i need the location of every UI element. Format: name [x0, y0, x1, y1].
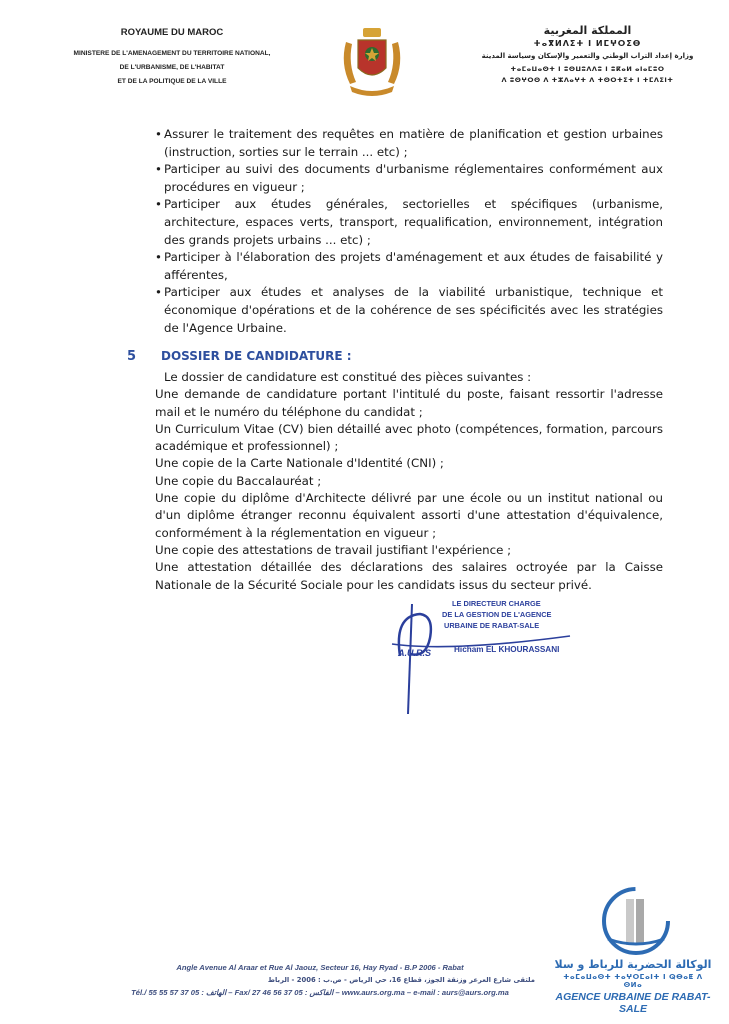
header-right [480, 24, 695, 86]
kingdom-title-ar: المملكة المغربية [543, 24, 632, 37]
list-item: Une copie du Baccalauréat ; [155, 473, 322, 488]
agency-name-tfng: ⵜⴰⵎⴰⵡⴰⵙⵜ ⵜⴰⵖⵔⵎⴰⵏⵜ ⵏ ⵕⴱⴰⵟ ⴷ ⵙⵍⴰ [563, 973, 703, 989]
agency-name-ar: الوكالة الحضرية للرباط و سلا [554, 958, 712, 971]
list-item: • Participer aux études et analyses de la viabilité urbanistique, technique et économique d'opérations et de la cohérence de ses spécificités avec les stratégies de l'Agence Urbaine. [155, 284, 663, 337]
list-item: Un Curriculum Vitae (CV) bien détaillé avec photo (compétences, formation, parcours académique et professionnel) ; [155, 421, 663, 454]
address-ar: ملتقى شارع العرعر وزنقة الجوز، قطاع 16، حي الرياض - ص.ب : 2006 - الرباط [267, 976, 535, 984]
signature-stamp [390, 596, 590, 716]
section-title: DOSSIER DE CANDIDATURE : [161, 349, 352, 363]
contact-info: Tél./ الهاتف : 05 37 57 55 55 – Fax/ الفاكس : 05 37 56 46 27 – www.aurs.org.ma – e-mail : aurs@aurs.org.ma [131, 988, 509, 997]
address-fr: Angle Avenue Al Araar et Rue Al Jaouz, Secteur 16, Hay Ryad - B.P 2006 - Rabat [176, 963, 464, 972]
list-item: Une copie de la Carte Nationale d'Identité (CNI) ; [155, 456, 444, 471]
ministry-line-2: DE L'URBANISME, DE L'HABITAT [119, 64, 225, 71]
list-item: • Participer aux études générales, sectorielles et spécifiques (urbanisme, architecture, espaces verts, transport, requalification, environnement, intégration des grands projets urbains ... etc) ; [155, 196, 663, 249]
footer-address [75, 963, 565, 1001]
list-item: Une copie du diplôme d'Architecte délivré par une école ou un institut national ou d'un diplôme étranger reconnu équivalent assorti d'une attestation d'équivalence, conformément à la réglementation en vigueur ; [155, 491, 663, 540]
section-number: 5 [127, 349, 137, 364]
section-intro: Le dossier de candidature est constitué des pièces suivantes : [164, 370, 532, 384]
list-item: Une demande de candidature portant l'intitulé du poste, faisant ressortir l'adresse mail et le numéro du téléphone du candidat ; [155, 387, 663, 419]
ministry-ar: وزارة إعداد التراب الوطني والتعمير والإسكان وسياسة المدينة [481, 52, 694, 60]
list-item: Une copie des attestations de travail justifiant l'expérience ; [155, 542, 512, 557]
header-left [52, 27, 292, 89]
list-item: • Assurer le traitement des requêtes en matière de planification et gestion urbaines (instruction, sorties sur le terrain ... etc) ; [155, 126, 663, 161]
ministry-tfng-2: ⴷ ⵓⵙⵖⵔⵙ ⴷ ⵜⵣⴷⴰⵖⵜ ⴷ ⵜⵙⵔⵜⵉⵜ ⵏ ⵜⵎⴷⵉⵏⵜ [501, 76, 674, 84]
stamp-line-2: DE LA GESTION DE L'AGENCE [442, 610, 552, 619]
stamp-line-3: URBAINE DE RABAT-SALE [444, 621, 540, 630]
kingdom-title: ROYAUME DU MAROC [120, 27, 224, 38]
stamp-line-1: LE DIRECTEUR CHARGE [452, 599, 541, 608]
stamp-initials: A.U.R.S [398, 648, 432, 658]
section-body [155, 369, 663, 594]
kingdom-title-tfng: ⵜⴰⴳⵍⴷⵉⵜ ⵏ ⵍⵎⵖⵔⵉⴱ [533, 39, 642, 48]
ministry-line-3: ET DE LA POLITIQUE DE LA VILLE [117, 78, 227, 85]
agency-name-fr: AGENCE URBAINE DE RABAT-SALE [555, 991, 711, 1015]
agency-logo-icon [600, 885, 672, 957]
agency-logo-text [553, 958, 713, 1015]
coat-of-arms-icon [336, 24, 408, 98]
section-heading [127, 349, 667, 364]
list-item: • Participer au suivi des documents d'urbanisme réglementaires conformément aux procédures en vigueur ; [155, 161, 663, 196]
stamp-signatory-name: Hicham EL KHOURASSANI [454, 645, 560, 654]
list-item: Une attestation détaillée des déclarations des salaires octroyée par la Caisse Nationale de la Sécurité Sociale pour les candidats issus du secteur privé. [155, 560, 663, 592]
missions-list [155, 126, 663, 337]
ministry-tfng-1: ⵜⴰⵎⴰⵡⴰⵙⵜ ⵏ ⵓⵙⵡⵓⴷⴷⵓ ⵏ ⵓⴽⴰⵍ ⴰⵏⴰⵎⵓⵔ [510, 65, 665, 73]
ministry-line-1: MINISTERE DE L'AMENAGEMENT DU TERRITOIRE NATIONAL, [73, 50, 271, 57]
list-item: • Participer à l'élaboration des projets d'aménagement et aux études de faisabilité y afférentes, [155, 249, 663, 284]
